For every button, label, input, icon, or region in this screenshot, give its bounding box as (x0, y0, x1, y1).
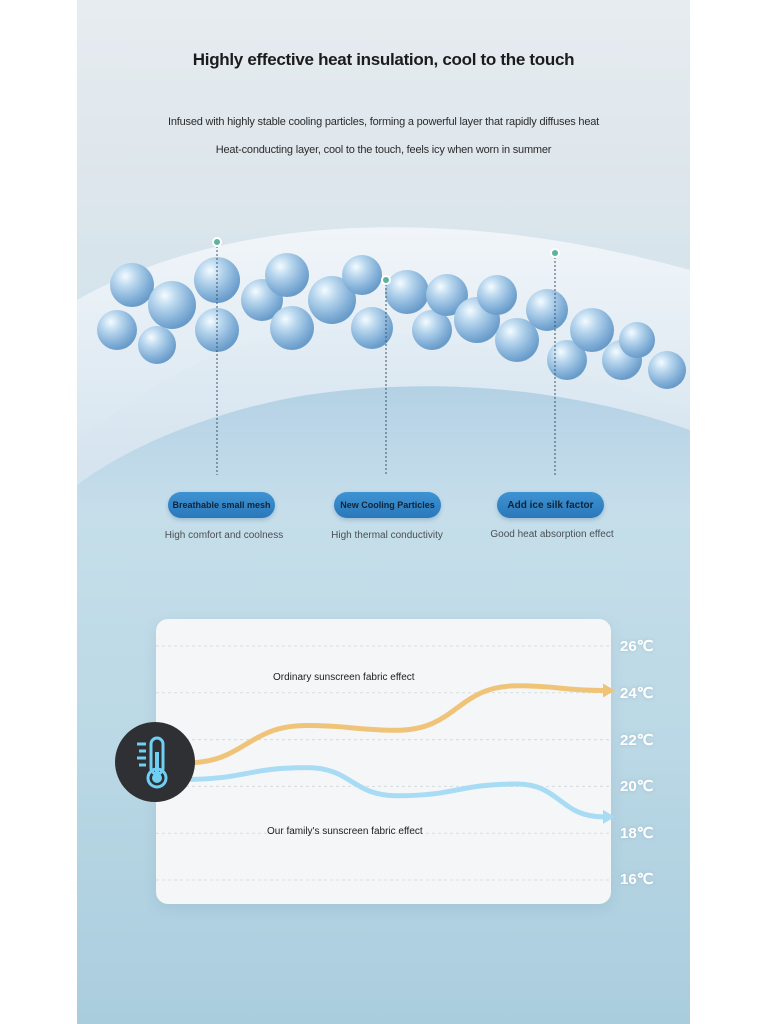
series-line-1 (185, 768, 603, 817)
y-tick-label: 26℃ (620, 638, 654, 655)
series-line-0 (185, 686, 603, 763)
callout-dot (382, 276, 390, 284)
feature-label-ice-silk: Add ice silk factor (497, 492, 604, 518)
subtitle-line-2: Heat-conducting layer, cool to the touch, feels icy when worn in summer (215, 144, 552, 156)
series-label-ours: Our family's sunscreen fabric effect (267, 826, 423, 837)
feature-caption-particles: High thermal conductivity (331, 530, 443, 541)
callout-dot (213, 238, 221, 246)
feature-label-particles: New Cooling Particles (334, 492, 441, 518)
subtitle-line-1: Infused with highly stable cooling particles, forming a powerful layer that rapidly diffuses heat (167, 116, 600, 128)
product-panel (77, 0, 690, 1024)
y-tick-label: 24℃ (620, 685, 654, 702)
series-arrow-1 (603, 810, 615, 824)
page-title: Highly effective heat insulation, cool to the touch (192, 50, 575, 69)
feature-caption-ice-silk: Good heat absorption effect (490, 529, 614, 540)
callout-dot (551, 249, 559, 257)
y-tick-label: 20℃ (620, 778, 654, 795)
feature-label-mesh: Breathable small mesh (168, 492, 275, 518)
y-tick-label: 16℃ (620, 871, 654, 888)
series-arrow-0 (603, 683, 615, 697)
series-label-ordinary: Ordinary sunscreen fabric effect (273, 672, 415, 683)
y-tick-label: 18℃ (620, 825, 654, 842)
thermometer-icon (115, 722, 195, 802)
cooling-fabric-illustration (77, 180, 690, 510)
feature-caption-mesh: High comfort and coolness (164, 530, 284, 541)
y-tick-label: 22℃ (620, 732, 654, 749)
thermometer-badge (115, 722, 195, 802)
